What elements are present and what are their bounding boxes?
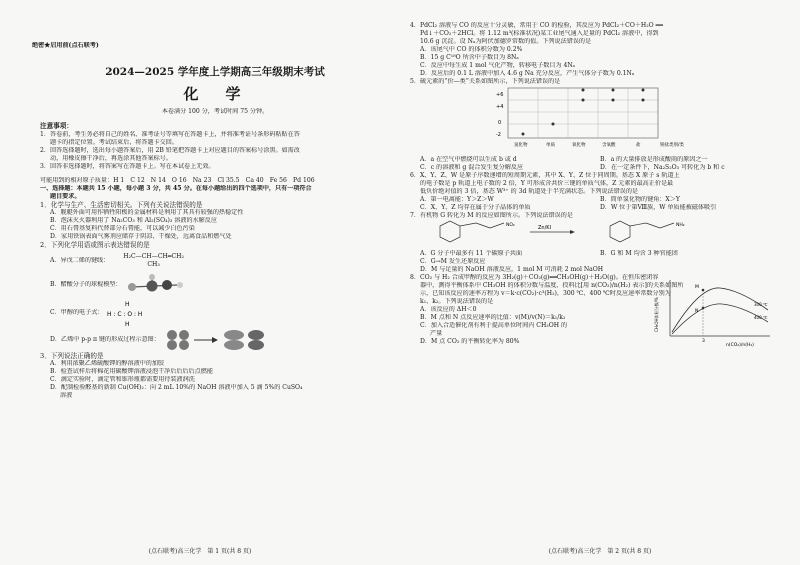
question-1-stem: 1．化学与生产、生活密切相关。下列有关说法错误的是 — [40, 200, 203, 209]
reagent-label: Zn/KI — [538, 225, 552, 231]
q2-option-c: C．甲醇的电子式： — [50, 308, 104, 316]
q1-option-d: D．家用铁锅表面气雾剂应储存于阴凉、干燥处，远离食品和燃气处 — [50, 233, 232, 241]
q6-option-b: B．简单氢化物的键角：X＞Y — [600, 196, 680, 203]
note-line: 2．回答选择题时，选出每小题答案后，用 2B 铅笔把答题卡上对应题目的答案标号涂黑。如需改 — [40, 146, 300, 154]
q6-option-d: D．W 位于第Ⅷ族，W 单质能被磁体吸引 — [600, 204, 717, 211]
q6-line: 的电子数是 p 轨道上电子数的 2 倍，Y 可形成含共价三键的单质气体，Z 元素的最高正价是最 — [420, 180, 674, 187]
svg-text:H : C : O : H: H : C : O : H — [107, 310, 143, 318]
isoprene-formula: H₂C—CH—CH═CH₂ — [123, 252, 184, 260]
svg-text:H: H — [125, 300, 130, 308]
q8-line: k₁、k₂。下列说法错误的是 — [420, 298, 494, 305]
page-2 — [400, 0, 800, 565]
pi-bond-diagram — [160, 329, 280, 351]
point-n — [702, 307, 705, 310]
legend-label: 300 ℃ — [754, 302, 768, 307]
y-tick: +6 — [496, 92, 504, 98]
q6-option-c: C．X、Y、Z 均存在属于分子晶体的单质 — [420, 204, 531, 211]
q4-line: 4．PdCl₂ 溶液与 CO 的反应十分灵敏，常用于 CO 的检验，其反应为 PdCl₂＋CO＋H₂O ══ — [410, 22, 663, 29]
q5-option-d: D．在一定条件下，Na₂S₂O₃ 可转化为 b 和 c — [600, 164, 725, 171]
question-3-stem: 3．下列说法正确的是 — [40, 351, 104, 360]
isoprene-methyl: CH₃ — [147, 260, 160, 268]
q5-option-c: C．c 的溶液和 g 混合发生复分解反应 — [420, 164, 524, 171]
y-tick: 0 — [498, 120, 502, 126]
q4-line: Pd↓＋CO₂＋2HCl。将 1.12 m³(标准状况)某工业尾气通入足量的 PdCl₂ 溶液中，得到 — [420, 30, 659, 37]
q1-option-c: C．用石膏基复料代替部分石膏能，可以减少白色污染 — [50, 225, 195, 233]
q8-line: 示，已知该反应的速率方程为 v＝k·c(CO₂)·c³(H₂)，300 ℃、400 ℃时反应速率常数分别为 — [420, 290, 671, 297]
x-axis-label: 钠盐类别/类 — [660, 143, 685, 148]
ball-stick-model — [122, 273, 192, 297]
legend-label: 400 ℃ — [754, 315, 768, 320]
q1-option-b: B．泡沫灭火器利用了 Na₂CO₃ 和 Al₂(SO₄)₃ 溶液的水解反应 — [50, 217, 217, 225]
reaction-scheme — [410, 220, 780, 246]
methanol-electron-formula — [103, 298, 163, 328]
q8-line: 器中，测得平衡体系中 CH₃OH 的体积分数与温度、投料比[用 n(CO₂)/n(H₂) 表示]的关系如图所 — [420, 282, 684, 289]
y-tick: -2 — [496, 132, 501, 138]
q4-option-b: B．15 g C¹⁸O 所含中子数目为 8Nₐ — [420, 54, 519, 61]
page-footer: (点石联考)高三化学 第 2 页(共 8 页) — [548, 548, 652, 555]
q4-option-c: C．反应中每生成 1 mol 气化产物，转移电子数目为 4Nₐ — [420, 62, 576, 69]
notes-heading: 注意事项： — [40, 122, 73, 130]
q4-option-a: A．该尾气中 CO 的体积分数为 0.2% — [420, 46, 523, 53]
y-tick: +4 — [496, 104, 504, 110]
q3-option-b: B．检查试样后将棉花用碳酸钾溶液浸泡干净后后后后点燃能 — [50, 368, 213, 376]
x-tick: 盐 — [636, 143, 641, 148]
x-tick: 氢化物 — [514, 143, 528, 148]
note-line: 动，用橡皮擦干净后，再选涂其他答案标号。 — [50, 154, 172, 162]
q7-stem: 7．有机物 G 转化为 M 的反应如图所示。下列说法错误的是 — [410, 212, 573, 219]
q6-option-a: A．第一电离能：Y＞Z＞W — [420, 196, 494, 203]
question-2-stem: 2．下列化学用语或图示表达错误的是 — [40, 241, 150, 250]
q6-line: 6．X、Y、Z、W 是原子序数递增的短周期元素，其中 X、Y、Z 位于同周期。基态 X 原子 s 轨道上 — [410, 172, 680, 179]
page-footer: (点石联考)高三化学 第 1 页(共 8 页) — [148, 548, 252, 555]
q8-option-a: A．该反应的 ΔH＜0 — [420, 306, 477, 313]
q3-option-a: A．利用浓聚乙烯硫酸钾的醇溶液中的加胶 — [50, 360, 165, 368]
note-line: 题卡的指定位置。考试结束后，将答题卡交回。 — [50, 138, 178, 146]
q4-option-d: D．反应后的 0.1 L 溶液中加入 4.6 g Na 充分反应，产生气体分子数为 0.1Nₐ — [420, 70, 635, 77]
valence-class-chart — [410, 86, 780, 152]
q7-option-d: D．M 与足量的 NaOH 溶液反应，1 mol M 可消耗 2 mol NaOH — [420, 266, 604, 273]
q1-option-a: A．舰艇外面可用作牺牲阳极的金属材料是利用了其具有较强的热稳定性 — [50, 209, 244, 217]
q5-option-a: A．a 在空气中燃烧可以生成 b 或 d — [420, 156, 517, 163]
point-label: M — [695, 285, 699, 290]
note-line: 1．答卷前，考生务必将自己的姓名、准考证号等填写在答题卡上，并将准考证号条形码粘贴在答 — [40, 130, 300, 138]
q3-option-d: D．配制检验醛基的新制 Cu(OH)₂：向 2 mL 10%的 NaOH 溶液中加入 5 滴 5%的 CuSO₄ — [50, 384, 303, 392]
q4-line: 10.6 g 沉淀。设 Nₐ为阿伏加德罗常数的值。下列说法错误的是 — [420, 38, 592, 45]
q8-option-d: D．M 点 CO₂ 的平衡转化率为 80% — [420, 338, 520, 345]
exam-info: 本卷满分 100 分，考试时间 75 分钟。 — [161, 108, 269, 115]
note-line: 3．回答非选择题时，将答案写在答题卡上。写在本试卷上无效。 — [40, 162, 215, 170]
x-tick: 3 — [702, 339, 705, 344]
x-tick: 氧化物 — [572, 143, 586, 148]
x-tick: 含氧酸 — [602, 143, 616, 148]
methanol-fraction-chart — [650, 274, 780, 350]
q3-option-d-cont: 溶液 — [60, 392, 73, 400]
q3-option-c: C．滴定实验时，滴定管和锥形瓶都需要用待装液润洗 — [50, 376, 195, 384]
y-axis-label: CH₃OH体积分数/% — [654, 297, 659, 332]
q8-line: 8．CO₂ 与 H₂ 合成甲醇的反应为 3H₂(g)＋CO₂(g)══CH₃OH(g)＋H₂O(g)。在恒压密闭容 — [410, 274, 659, 281]
q7-option-c: C．G→M 发生还原反应 — [420, 258, 486, 265]
x-tick: 单质 — [546, 143, 555, 148]
q8-option-b: B．M 点和 N 点反应速率的比值：v(M)/v(N)＝k₁/k₂ — [420, 314, 566, 321]
section-heading: 一、选择题：本题共 15 小题，每小题 3 分，共 45 分。在每小题给出的四个选项中，只有一项符合 — [40, 184, 312, 192]
point-label: N — [695, 309, 699, 314]
q5-stem: 5．硫元素的“价—类”关系如图所示，下列说法错误的是 — [410, 78, 561, 85]
subject-title: 化 学 — [183, 85, 247, 103]
section-heading-cont: 题目要求。 — [50, 192, 81, 200]
q2-option-d: D．乙烯中 p-p π 键的形成过程示意图： — [50, 335, 160, 343]
x-axis-label: n(CO₂)/n(H₂) — [726, 343, 754, 348]
q2-option-a: A．异戊二烯的键线： — [50, 256, 110, 264]
atomic-masses: 可能用到的相对原子质量：H 1 C 12 N 14 O 16 Na 23 Cl 35.5 Ca 40 Fe 56 Pd 106 — [40, 176, 315, 184]
svg-text:H: H — [125, 320, 130, 328]
q7-option-b: B．G 和 M 均含 3 种官能团 — [600, 250, 678, 257]
q2-option-b: B．醋酸分子的球棍模型： — [50, 280, 122, 288]
series-300 — [672, 288, 768, 332]
q8-option-c-cont: 产量 — [430, 330, 443, 337]
svg-text:NO₂: NO₂ — [506, 223, 515, 228]
q7-option-a: A．G 分子中最多有 11 个碳原子共面 — [420, 250, 523, 257]
secret-label: 绝密★启用前(点石联考) — [32, 42, 99, 49]
q5-option-b: B．a 的大量排放是形成酸雨的原因之一 — [600, 156, 708, 163]
exam-title: 2024—2025 学年度上学期高三年级期末考试 — [105, 66, 325, 78]
q8-option-c: C．加入合适催化剂有利于提高单位时间内 CH₃OH 的 — [420, 322, 568, 329]
point-m — [702, 289, 705, 292]
svg-text:NH₂: NH₂ — [676, 223, 685, 228]
q6-line: 低负价绝对值的 3 倍，基态 W³⁺ 的 3d 轨道处于半充满状态。下列说法错误的是 — [420, 188, 639, 195]
